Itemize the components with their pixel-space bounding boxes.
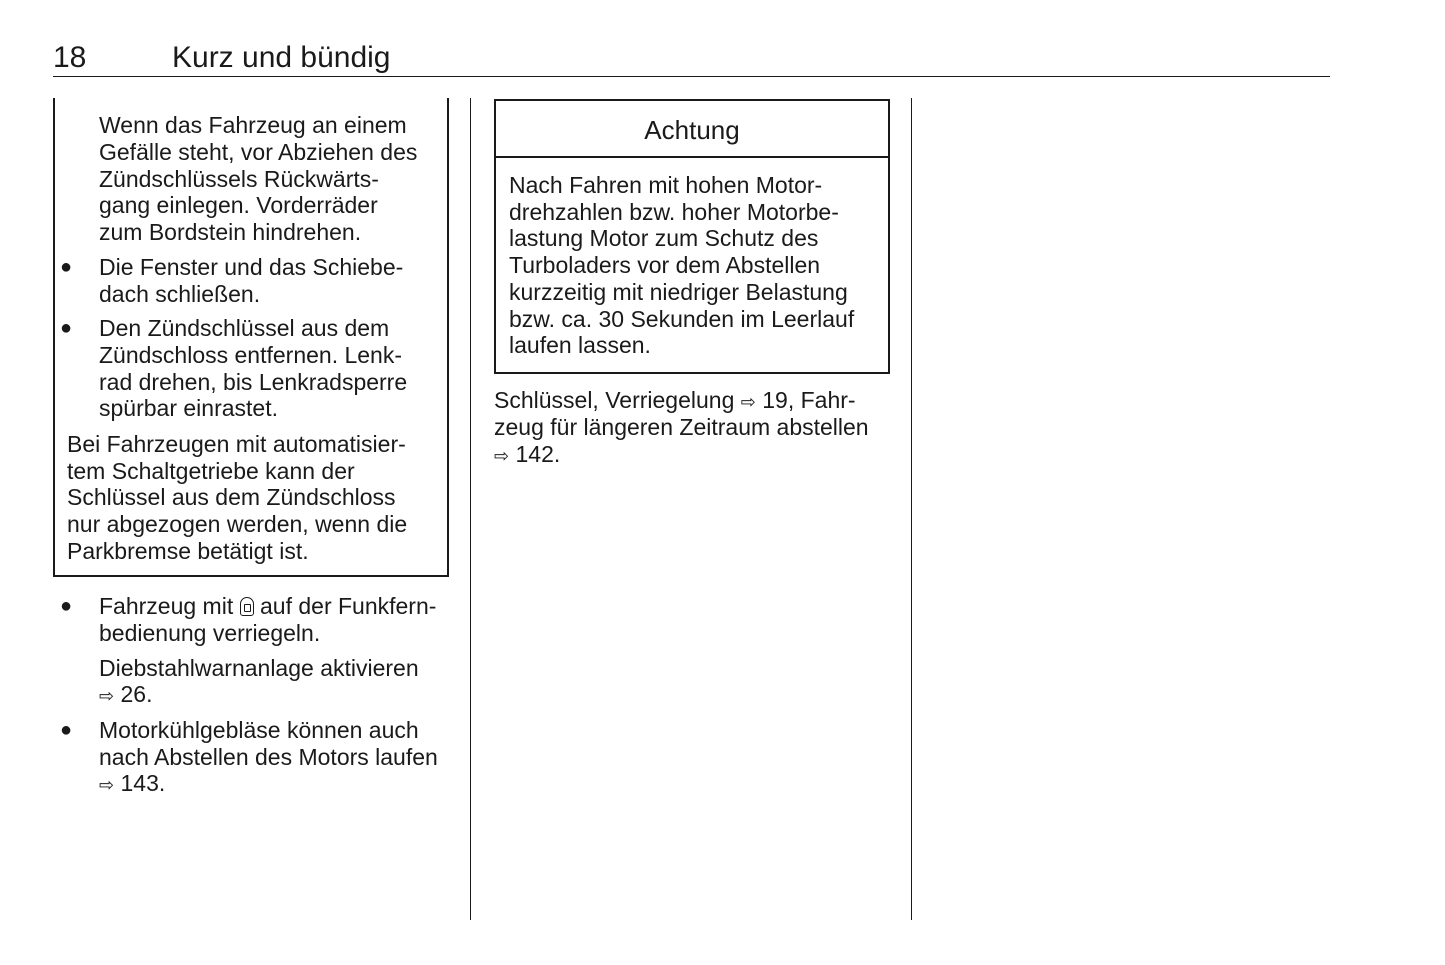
page-ref-link[interactable]: 142. — [515, 441, 561, 467]
bullet-marker: ● — [60, 595, 73, 617]
bullet-marker: ● — [60, 719, 73, 741]
achtung-title: Achtung — [644, 115, 740, 145]
page-ref-arrow-icon: ⇨ — [494, 446, 510, 466]
reference-text: Schlüssel, Verriegelung — [494, 387, 735, 413]
box-line: Zündschlüssels Rückwärts- — [99, 166, 379, 192]
box-paragraph-line: tem Schaltgetriebe kann der — [67, 458, 355, 484]
achtung-line: bzw. ca. 30 Sekunden im Leerlauf — [509, 306, 855, 332]
reference-line — [494, 387, 856, 416]
bullet-marker: ● — [60, 317, 73, 339]
page-ref-link[interactable]: 143. — [120, 770, 166, 796]
bullet-marker: ● — [60, 256, 73, 278]
page-ref-arrow-icon: ⇨ — [99, 686, 115, 706]
box-line: zum Bordstein hindrehen. — [99, 219, 362, 245]
achtung-line: laufen lassen. — [509, 332, 651, 358]
fan-ref-line — [99, 770, 165, 799]
box-paragraph-line: Parkbremse betätigt ist. — [67, 538, 309, 564]
fan-line: Motorkühlgebläse können auch — [99, 717, 419, 743]
box-paragraph-line: nur abgezogen werden, wenn die — [67, 511, 408, 537]
achtung-line: kurzzeitig mit niedriger Belastung — [509, 279, 848, 305]
page-ref-link[interactable]: 26. — [120, 681, 153, 707]
box-line: gang einlegen. Vorderräder — [99, 192, 378, 218]
achtung-separator — [494, 156, 888, 158]
page-number: 18 — [53, 41, 87, 74]
box-line: Wenn das Fahrzeug an einem — [99, 112, 407, 138]
reference-line — [494, 441, 560, 470]
achtung-line: drehzahlen bzw. hoher Motorbe- — [509, 199, 839, 225]
achtung-line: lastung Motor zum Schutz des — [509, 225, 819, 251]
box-paragraph-line: Schlüssel aus dem Zündschloss — [67, 484, 396, 510]
lock-icon — [240, 597, 254, 616]
box-paragraph-line: Bei Fahrzeugen mit automatisier- — [67, 431, 406, 457]
header-rule — [53, 76, 1330, 77]
column-divider-right — [911, 98, 912, 920]
box-line: Gefälle steht, vor Abziehen des — [99, 139, 418, 165]
box-bullet-line: dach schließen. — [99, 281, 261, 307]
box-bullet-line: Die Fenster und das Schiebe- — [99, 254, 404, 280]
alarm-ref-line — [99, 681, 152, 710]
page-ref-arrow-icon: ⇨ — [99, 775, 115, 795]
column-divider-left — [470, 98, 471, 920]
page-title: Kurz und bündig — [172, 41, 391, 74]
lock-instruction-text: auf der Funkfern- — [260, 593, 437, 619]
box-bullet-line: Zündschloss entfernen. Lenk- — [99, 342, 403, 368]
reference-line: zeug für längeren Zeitraum abstellen — [494, 414, 869, 440]
page-ref-arrow-icon: ⇨ — [740, 392, 756, 412]
box-bullet-line: Den Zündschlüssel aus dem — [99, 315, 390, 341]
lock-instruction-line: bedienung verriegeln. — [99, 620, 321, 646]
fan-line: nach Abstellen des Motors laufen — [99, 744, 438, 770]
lock-instruction-line — [99, 593, 436, 620]
lock-instruction-text: Fahrzeug mit — [99, 593, 234, 619]
box-bullet-line: rad drehen, bis Lenkradsperre — [99, 369, 408, 395]
alarm-line: Diebstahlwarnanlage aktivieren — [99, 655, 419, 681]
achtung-line: Nach Fahren mit hohen Motor- — [509, 172, 823, 198]
achtung-line: Turboladers vor dem Abstellen — [509, 252, 821, 278]
page-ref-link[interactable]: 19, Fahr- — [762, 387, 856, 413]
box-bullet-line: spürbar einrastet. — [99, 395, 278, 421]
